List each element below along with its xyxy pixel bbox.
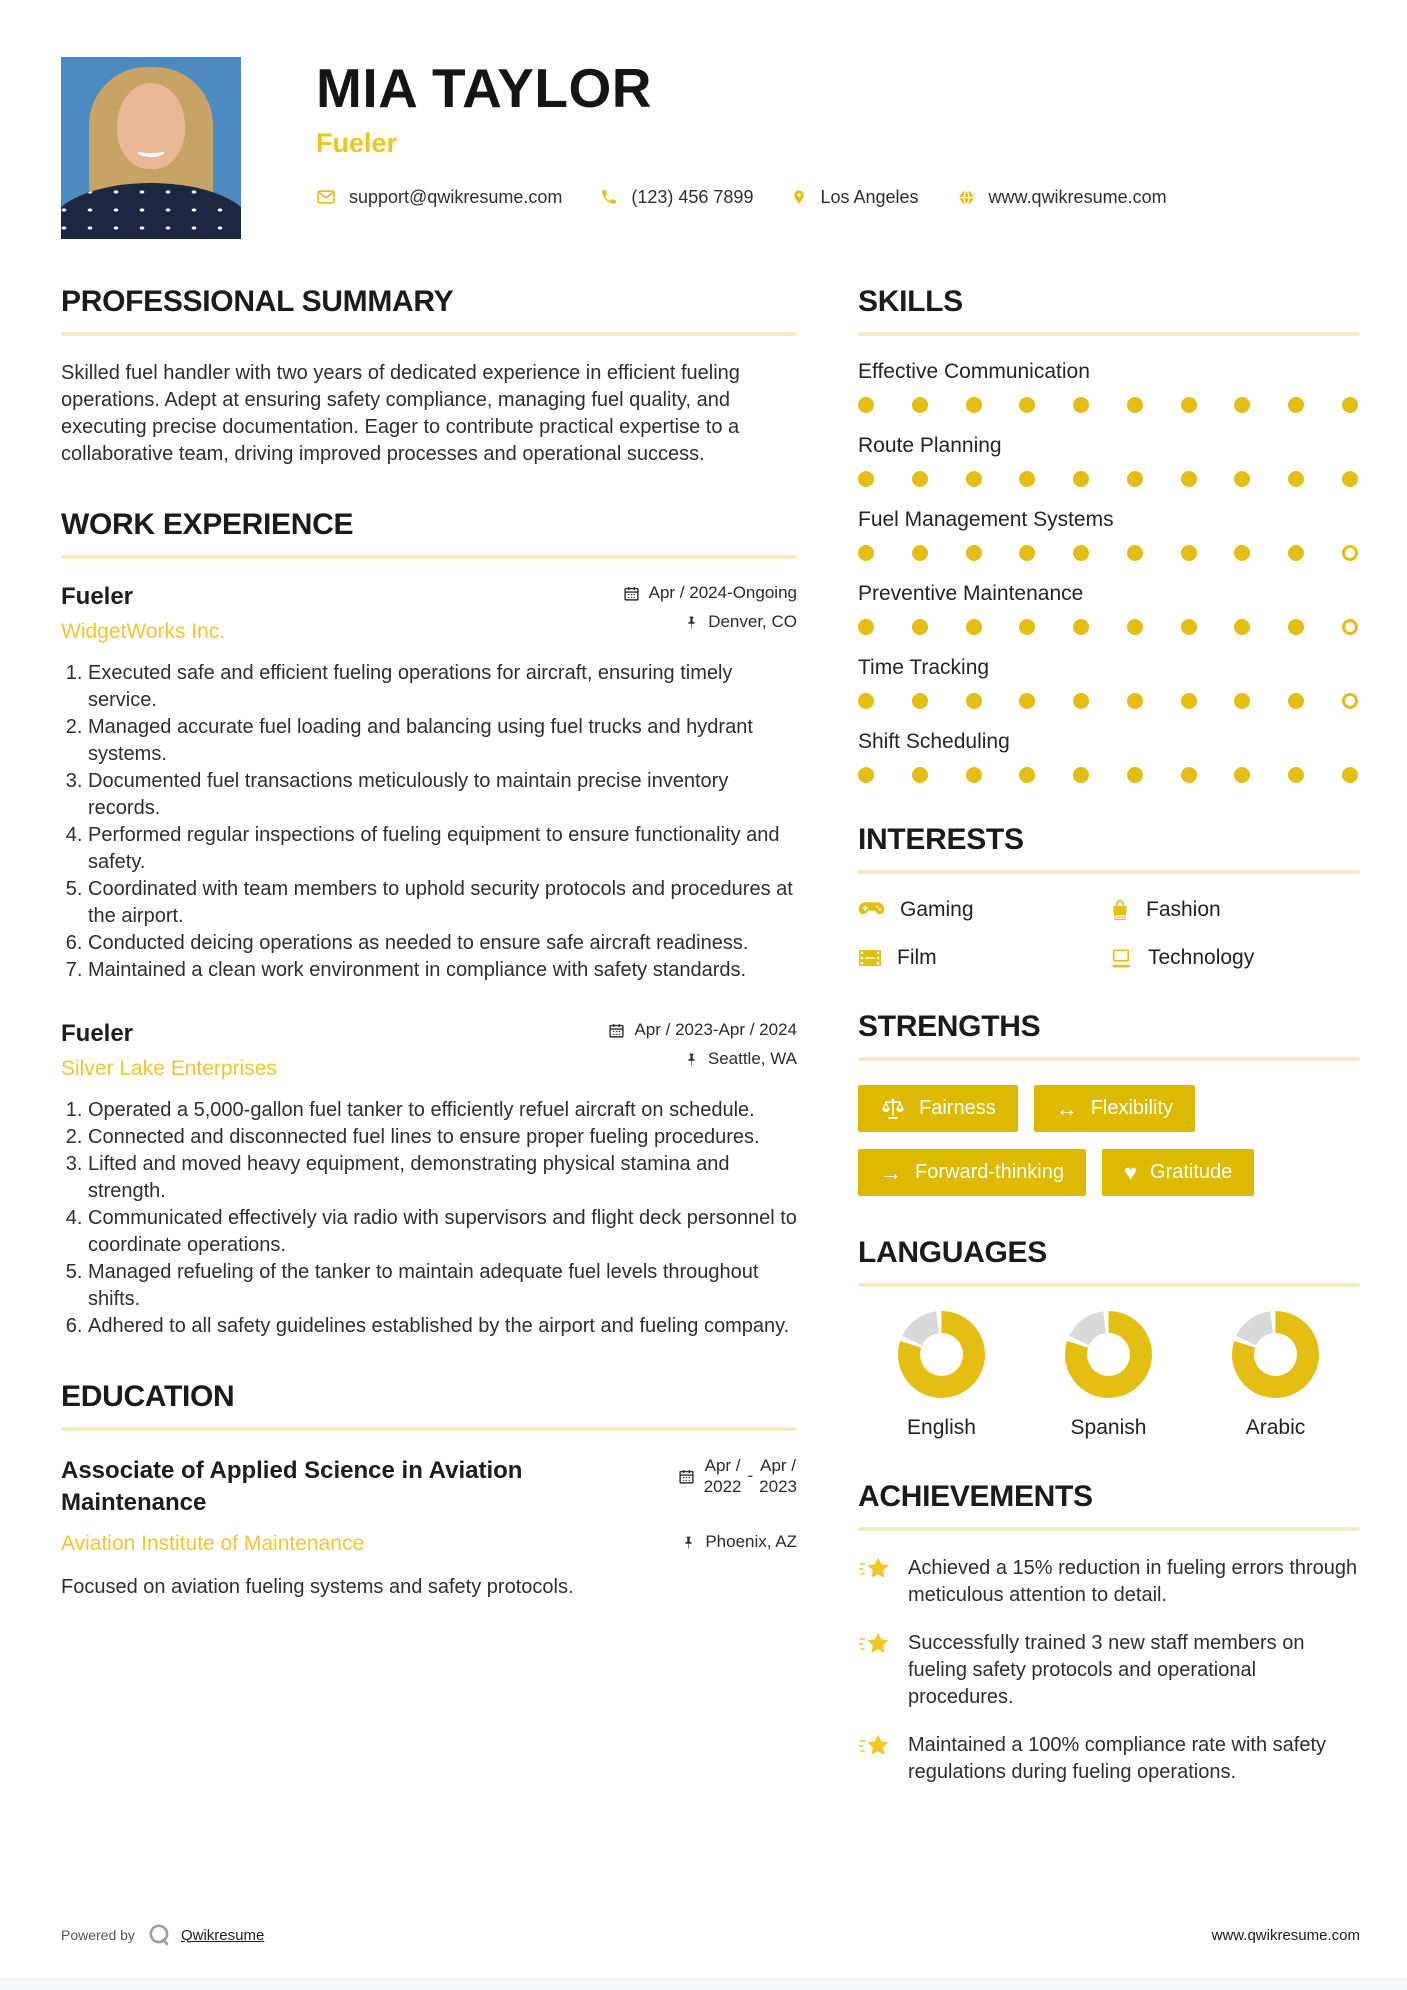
section-divider: [858, 332, 1360, 336]
rating-dot-filled: [1234, 545, 1250, 561]
job-bullet: 7. Maintained a clean work environment in compliance with safety standards.: [88, 957, 797, 984]
job-bullet: 6. Adhered to all safety guidelines established by the airport and fueling company.: [88, 1313, 797, 1340]
skill-name: Time Tracking: [858, 656, 990, 679]
achievements-heading: ACHIEVEMENTS: [858, 1480, 1093, 1513]
achievements-section: [858, 1480, 1360, 1786]
rating-dot-filled: [912, 693, 928, 709]
person-job-title: Fueler: [316, 127, 398, 158]
summary-text: Skilled fuel handler with two years of dedicated experience in efficient fueling operations. Adept at ensuring safety compliance, managing fuel quality, and executing precise documentation. Eager to contribute practical expertise to a collaborative team, driving improved processes and operational success.: [61, 362, 740, 465]
strength-label: Fairness: [919, 1097, 996, 1119]
summary-section: [61, 285, 797, 468]
rating-dot-filled: [1019, 619, 1035, 635]
skill-name: Effective Communication: [858, 360, 1090, 383]
job-bullet-list: [61, 1097, 797, 1340]
rating-dot-filled: [1127, 693, 1143, 709]
skill-name: Preventive Maintenance: [858, 582, 1084, 605]
contact-text: support@qwikresume.com: [349, 186, 563, 207]
skill-item: [858, 656, 1360, 709]
achievements-list: [858, 1555, 1360, 1786]
skill-item: [858, 582, 1360, 635]
contact-text: (123) 456 7899: [631, 186, 754, 207]
achievement-item: [858, 1732, 1360, 1786]
education-row2: [61, 1520, 797, 1574]
achievement-item: [858, 1630, 1360, 1711]
interests-grid: [858, 898, 1360, 970]
job-location: [608, 1049, 797, 1069]
film-icon: [858, 948, 882, 968]
job-location-text: Seattle, WA: [707, 1049, 797, 1068]
education-section: [61, 1380, 797, 1601]
skill-name: Route Planning: [858, 434, 1002, 457]
job-entry: [61, 583, 797, 984]
rating-dot-filled: [1073, 767, 1089, 783]
job-header: [61, 1020, 797, 1081]
job-bullet-list: [61, 660, 797, 984]
job-meta: [623, 583, 797, 641]
job-bullet: 5. Coordinated with team members to uphold security protocols and procedures at the airport.: [88, 876, 797, 930]
header: [61, 57, 1360, 239]
rating-dot-filled: [966, 693, 982, 709]
person-name: MIA TAYLOR: [316, 57, 653, 119]
pushpin-icon: [681, 1534, 696, 1551]
rating-dot-filled: [1019, 693, 1035, 709]
rating-dot-filled: [1019, 545, 1035, 561]
language-donut: [1232, 1311, 1319, 1398]
strength-chip-forward-thinking: [858, 1149, 1086, 1196]
job-title: Fueler: [61, 583, 134, 610]
rating-dot-filled: [1073, 545, 1089, 561]
job-bullet: 4. Performed regular inspections of fueling equipment to ensure functionality and safety.: [88, 822, 797, 876]
job-bullet: 1. Operated a 5,000-gallon fuel tanker to efficiently refuel aircraft on schedule.: [88, 1097, 797, 1124]
education-entry: [61, 1455, 797, 1520]
job-entry: [61, 1020, 797, 1340]
job-dates: [608, 1020, 797, 1040]
education-heading: EDUCATION: [61, 1380, 235, 1413]
strengths-section: [858, 1010, 1360, 1196]
rating-dot-filled: [1342, 397, 1358, 413]
star-icon: [858, 1733, 894, 1786]
rating-dot-filled: [1073, 397, 1089, 413]
rating-dot-filled: [912, 471, 928, 487]
experience-heading: WORK EXPERIENCE: [61, 508, 354, 541]
rating-dot-empty: [1342, 693, 1358, 709]
interest-label: Film: [897, 946, 937, 969]
star-icon: [858, 1556, 894, 1609]
job-location: [623, 612, 797, 632]
interest-label: Gaming: [900, 898, 974, 921]
languages-heading: LANGUAGES: [858, 1236, 1047, 1269]
job-bullet: 5. Managed refueling of the tanker to maintain adequate fuel levels throughout shifts.: [88, 1259, 797, 1313]
left-column: [61, 285, 797, 1826]
education-dates: [678, 1455, 797, 1498]
job-header: [61, 583, 797, 644]
rating-dot-filled: [1181, 471, 1197, 487]
contact-text: www.qwikresume.com: [988, 186, 1167, 207]
rating-dot-filled: [1019, 471, 1035, 487]
bottom-strip: [0, 1979, 1407, 1990]
rating-dot-filled: [966, 471, 982, 487]
phone-icon: [600, 188, 618, 206]
rating-dot-filled: [1234, 619, 1250, 635]
job-bullet: 2. Managed accurate fuel loading and balancing using fuel trucks and hydrant systems.: [88, 714, 797, 768]
job-meta: [608, 1020, 797, 1078]
photo-smile: [137, 145, 165, 157]
strengths-chips: [858, 1085, 1360, 1196]
pushpin-icon: [684, 1051, 699, 1068]
section-divider: [858, 870, 1360, 874]
section-divider: [61, 1427, 797, 1431]
rating-dot-filled: [966, 767, 982, 783]
languages-list: [858, 1311, 1360, 1440]
strength-label: Flexibility: [1090, 1097, 1173, 1119]
rating-dot-filled: [1127, 471, 1143, 487]
rating-dot-filled: [858, 471, 874, 487]
language-donut: [898, 1311, 985, 1398]
company-name: WidgetWorks Inc.: [61, 620, 226, 643]
heart-icon: ♥: [1123, 1159, 1138, 1185]
skill-item: [858, 434, 1360, 487]
skill-rating: [858, 397, 1360, 413]
strength-label: Forward-thinking: [915, 1161, 1064, 1183]
interests-heading: INTERESTS: [858, 823, 1024, 856]
job-dates: [623, 583, 797, 603]
main-columns: [61, 285, 1360, 1826]
photo-clothing: [61, 183, 241, 239]
job-bullet: 1. Executed safe and efficient fueling operations for aircraft, ensuring timely service.: [88, 660, 797, 714]
skill-name: Fuel Management Systems: [858, 508, 1114, 531]
strength-chip-fairness: [858, 1085, 1018, 1132]
job-bullet: 2. Connected and disconnected fuel lines to ensure proper fueling procedures.: [88, 1124, 797, 1151]
job-header-left: [61, 1020, 277, 1081]
fashion-bag-icon: [1109, 898, 1131, 922]
email-icon: [316, 187, 336, 207]
rating-dot-filled: [1288, 767, 1304, 783]
rating-dot-filled: [858, 767, 874, 783]
scales-icon: [880, 1097, 906, 1121]
rating-dot-filled: [858, 619, 874, 635]
footer-website: www.qwikresume.com: [1211, 1926, 1360, 1944]
rating-dot-filled: [1288, 471, 1304, 487]
job-bullet: 4. Communicated effectively via radio with supervisors and flight deck personnel to coordinate operations.: [88, 1205, 797, 1259]
calendar-icon: [623, 585, 640, 602]
education-date-to: Apr / 2023: [759, 1456, 797, 1497]
rating-dot-filled: [1127, 397, 1143, 413]
skill-rating: [858, 767, 1360, 783]
skills-heading: SKILLS: [858, 285, 963, 318]
footer: [61, 1922, 1360, 1948]
job-bullet: 6. Conducted deicing operations as needed to ensure safe aircraft readiness.: [88, 930, 797, 957]
language-item-arabic: [1192, 1311, 1359, 1440]
rating-dot-filled: [1073, 471, 1089, 487]
job-list: [61, 583, 797, 1340]
laptop-icon: [1109, 948, 1133, 968]
rating-dot-filled: [1288, 397, 1304, 413]
education-note: Focused on aviation fueling systems and safety protocols.: [61, 1575, 574, 1598]
education-date-from: Apr / 2022: [703, 1456, 742, 1497]
rating-dot-filled: [1288, 619, 1304, 635]
rating-dot-filled: [1073, 693, 1089, 709]
calendar-icon: [678, 1468, 695, 1485]
skill-name: Shift Scheduling: [858, 730, 1010, 753]
date-separator: -: [747, 1466, 754, 1486]
section-divider: [61, 555, 797, 559]
job-dates-text: Apr / 2024-Ongoing: [648, 583, 797, 602]
degree-name: Associate of Applied Science in Aviation Maintenance: [61, 1457, 523, 1517]
rating-dot-filled: [966, 397, 982, 413]
contact-item-email[interactable]: [316, 187, 562, 208]
rating-dot-filled: [912, 767, 928, 783]
experience-section: [61, 508, 797, 1340]
rating-dot-filled: [966, 619, 982, 635]
gamepad-icon: [858, 900, 885, 920]
skill-item: [858, 730, 1360, 783]
skills-section: [858, 285, 1360, 783]
rating-dot-filled: [966, 545, 982, 561]
language-label: English: [907, 1416, 976, 1439]
rating-dot-filled: [1234, 397, 1250, 413]
powered-by: [61, 1922, 264, 1948]
rating-dot-filled: [912, 545, 928, 561]
header-text: [316, 57, 1205, 208]
contact-item-location: [791, 187, 918, 208]
section-divider: [858, 1527, 1360, 1531]
star-icon: [858, 1631, 894, 1711]
interest-item-gaming: [858, 898, 1109, 922]
job-header-left: [61, 583, 225, 644]
contact-item-phone: [600, 187, 753, 208]
job-bullet: 3. Lifted and moved heavy equipment, demonstrating physical stamina and strength.: [88, 1151, 797, 1205]
job-bullet: 3. Documented fuel transactions meticulously to maintain precise inventory records.: [88, 768, 797, 822]
summary-heading: PROFESSIONAL SUMMARY: [61, 285, 454, 318]
language-item-english: [858, 1311, 1025, 1440]
interests-section: [858, 823, 1360, 970]
rating-dot-filled: [1342, 767, 1358, 783]
rating-dot-filled: [1288, 545, 1304, 561]
language-label: Spanish: [1070, 1416, 1147, 1439]
calendar-icon: [608, 1022, 625, 1039]
skills-list: [858, 360, 1360, 783]
achievement-text: Successfully trained 3 new staff members on fueling safety protocols and operational procedures.: [908, 1632, 1305, 1708]
powered-by-label: Powered by: [61, 1927, 135, 1943]
education-location: Phoenix, AZ: [681, 1532, 797, 1552]
rating-dot-filled: [1181, 619, 1197, 635]
section-divider: [858, 1283, 1360, 1287]
right-column: [858, 285, 1360, 1826]
languages-section: [858, 1236, 1360, 1440]
contact-text: Los Angeles: [820, 186, 919, 207]
skill-item: [858, 508, 1360, 561]
rating-dot-filled: [1181, 545, 1197, 561]
profile-photo: [61, 57, 241, 239]
skill-item: [858, 360, 1360, 413]
arrow-right-icon: →: [880, 1159, 902, 1185]
rating-dot-filled: [858, 545, 874, 561]
language-item-spanish: [1025, 1311, 1192, 1440]
achievement-text: Achieved a 15% reduction in fueling errors through meticulous attention to detail.: [908, 1557, 1358, 1606]
rating-dot-filled: [1127, 545, 1143, 561]
rating-dot-empty: [1342, 619, 1358, 635]
rating-dot-filled: [1234, 471, 1250, 487]
rating-dot-filled: [1181, 397, 1197, 413]
qwikresume-logo-icon: [147, 1922, 173, 1948]
skill-rating: [858, 471, 1360, 487]
interest-label: Fashion: [1146, 898, 1221, 921]
interest-item-fashion: [1109, 898, 1360, 922]
language-donut: [1065, 1311, 1152, 1398]
rating-dot-filled: [1342, 471, 1358, 487]
strength-label: Gratitude: [1150, 1161, 1233, 1183]
rating-dot-filled: [1019, 397, 1035, 413]
rating-dot-filled: [912, 397, 928, 413]
rating-dot-filled: [1234, 693, 1250, 709]
interest-item-film: [858, 946, 1109, 970]
rating-dot-filled: [1181, 693, 1197, 709]
achievement-text: Maintained a 100% compliance rate with safety regulations during fueling operations.: [908, 1734, 1327, 1783]
rating-dot-filled: [1288, 693, 1304, 709]
rating-dot-empty: [1342, 545, 1358, 561]
skill-rating: [858, 619, 1360, 635]
rating-dot-filled: [858, 397, 874, 413]
rating-dot-filled: [1181, 767, 1197, 783]
company-name: Silver Lake Enterprises: [61, 1057, 277, 1080]
job-location-text: Denver, CO: [708, 612, 797, 631]
contact-row: [316, 187, 1205, 208]
language-label: Arabic: [1245, 1416, 1306, 1439]
rating-dot-filled: [1073, 619, 1089, 635]
rating-dot-filled: [912, 619, 928, 635]
globe-icon: [957, 188, 976, 207]
achievement-item: [858, 1555, 1360, 1609]
job-dates-text: Apr / 2023-Apr / 2024: [634, 1020, 797, 1039]
strength-chip-gratitude: [1102, 1149, 1254, 1196]
pushpin-icon: [684, 614, 699, 631]
rating-dot-filled: [1019, 767, 1035, 783]
contact-item-globe[interactable]: [957, 187, 1167, 208]
school-name: Aviation Institute of Maintenance: [61, 1531, 365, 1555]
interest-label: Technology: [1148, 946, 1255, 969]
rating-dot-filled: [1127, 619, 1143, 635]
qwikresume-link[interactable]: Qwikresume: [180, 1926, 265, 1944]
strength-chip-flexibility: [1034, 1085, 1195, 1132]
job-title: Fueler: [61, 1020, 134, 1047]
strengths-heading: STRENGTHS: [858, 1010, 1041, 1043]
skill-rating: [858, 693, 1360, 709]
section-divider: [858, 1057, 1360, 1061]
rating-dot-filled: [858, 693, 874, 709]
location-icon: [791, 187, 807, 207]
skill-rating: [858, 545, 1360, 561]
rating-dot-filled: [1127, 767, 1143, 783]
interest-item-technology: [1109, 946, 1360, 970]
arrow-left-right-icon: ↔: [1055, 1095, 1078, 1121]
section-divider: [61, 332, 797, 336]
rating-dot-filled: [1234, 767, 1250, 783]
